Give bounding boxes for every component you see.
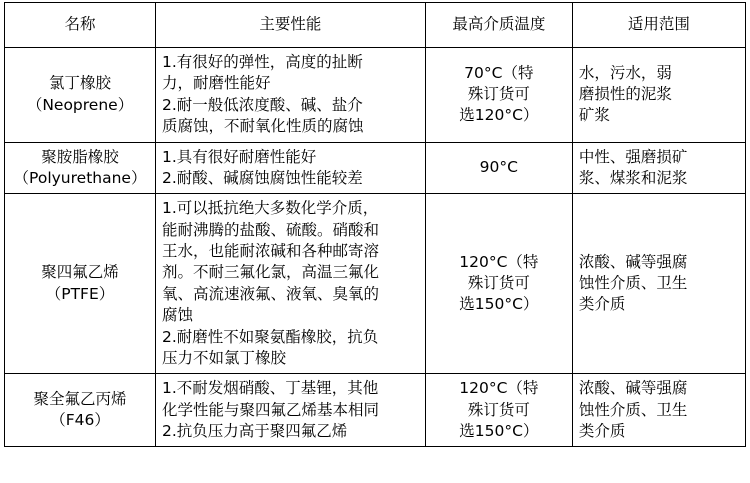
performance-line: 1.不耐发烟硝酸、丁基锂，其他 <box>162 379 379 398</box>
performance-line: 2.耐一般低浓度酸、碱、盐介 <box>162 95 363 114</box>
scope-line: 类介质 <box>578 422 626 440</box>
scope-line: 磨损性的泥浆 <box>578 85 672 104</box>
performance-line: 质腐蚀，不耐氧化性质的腐蚀 <box>162 117 364 136</box>
performance-line: 1.可以抵抗绝大多数化学介质， <box>162 199 379 218</box>
temperature-line: 殊订货可 <box>467 85 530 104</box>
performance-line: 压力不如氯丁橡胶 <box>162 348 287 367</box>
scope-line: 类介质 <box>578 295 626 314</box>
performance-line: 王水，也能耐浓碱和各种邮寄溶 <box>162 242 380 260</box>
table-body <box>5 48 746 447</box>
cell-max-temperature <box>425 142 572 194</box>
scope-line: 矿浆 <box>578 106 610 125</box>
table-row <box>5 142 746 194</box>
material-name-line: 氯丁橡胶 <box>49 74 112 93</box>
table-row <box>5 374 746 447</box>
performance-line: 腐蚀 <box>162 306 194 325</box>
table-row <box>5 48 746 143</box>
column-header-scope: 适用范围 <box>572 3 745 48</box>
lining-material-spec-table <box>4 2 746 447</box>
cell-material-name <box>5 374 156 447</box>
table-header <box>5 3 746 48</box>
temperature-line: 选150°C） <box>459 295 539 314</box>
cell-material-name <box>5 194 156 374</box>
performance-line: 力，耐磨性能好 <box>162 74 271 93</box>
scope-line: 中性、强磨损矿 <box>578 147 688 166</box>
performance-line: 1.有很好的弹性，高度的扯断 <box>162 53 363 71</box>
temperature-line: 殊订货可 <box>467 274 530 293</box>
scope-line: 蚀性介质、卫生 <box>578 274 688 293</box>
scope-line: 浓酸、碱等强腐 <box>578 252 688 271</box>
table-row <box>5 194 746 374</box>
temperature-line: 选120°C） <box>459 106 539 125</box>
material-name-alt-line: （Polyurethane） <box>13 168 147 187</box>
temperature-line: 120°C（特 <box>459 252 539 271</box>
cell-material-name <box>5 142 156 194</box>
temperature-line: 殊订货可 <box>467 400 530 419</box>
temperature-line: 选150°C） <box>459 422 539 440</box>
material-name-alt-line: （PTFE） <box>45 284 115 303</box>
column-header-performance: 主要性能 <box>156 3 426 48</box>
performance-line: 2.耐磨性不如聚氨酯橡胶，抗负 <box>162 327 379 346</box>
scope-line: 浆、煤浆和泥浆 <box>578 168 688 187</box>
table-header-row <box>5 3 746 48</box>
cell-max-temperature <box>425 48 572 143</box>
performance-line: 化学性能与聚四氟乙烯基本相同 <box>162 400 380 419</box>
temperature-line: 90°C <box>479 158 518 177</box>
scope-line: 浓酸、碱等强腐 <box>578 379 688 398</box>
performance-line: 1.具有很好耐磨性能好 <box>162 147 317 166</box>
scope-line: 蚀性介质、卫生 <box>578 400 688 419</box>
material-name-line: 聚全氟乙丙烯 <box>33 389 127 408</box>
performance-line: 2.耐酸、碱腐蚀腐蚀性能较差 <box>162 168 363 187</box>
cell-performance <box>156 48 426 143</box>
column-header-name: 名称 <box>5 3 156 48</box>
scope-line: 水，污水，弱 <box>578 63 672 82</box>
column-header-max-temperature: 最高介质温度 <box>425 3 572 48</box>
performance-line: 能耐沸腾的盐酸、硫酸。硝酸和 <box>162 220 380 239</box>
temperature-line: 120°C（特 <box>459 379 539 398</box>
cell-scope <box>572 374 745 447</box>
cell-performance <box>156 374 426 447</box>
performance-line: 氧、高流速液氟、液氧、臭氧的 <box>162 284 380 303</box>
cell-max-temperature <box>425 194 572 374</box>
cell-scope <box>572 194 745 374</box>
cell-material-name <box>5 48 156 143</box>
cell-max-temperature <box>425 374 572 447</box>
cell-scope <box>572 48 745 143</box>
material-name-alt-line: （Neoprene） <box>26 95 134 114</box>
material-name-line: 聚四氟乙烯 <box>41 263 119 282</box>
performance-line: 2.抗负压力高于聚四氟乙烯 <box>162 422 348 440</box>
cell-performance <box>156 194 426 374</box>
cell-performance <box>156 142 426 194</box>
performance-line: 剂。不耐三氟化氯，高温三氟化 <box>162 263 380 282</box>
temperature-line: 70°C（特 <box>464 63 534 82</box>
cell-scope <box>572 142 745 194</box>
material-name-line: 聚胺脂橡胶 <box>41 147 119 166</box>
material-name-alt-line: （F46） <box>50 411 110 430</box>
